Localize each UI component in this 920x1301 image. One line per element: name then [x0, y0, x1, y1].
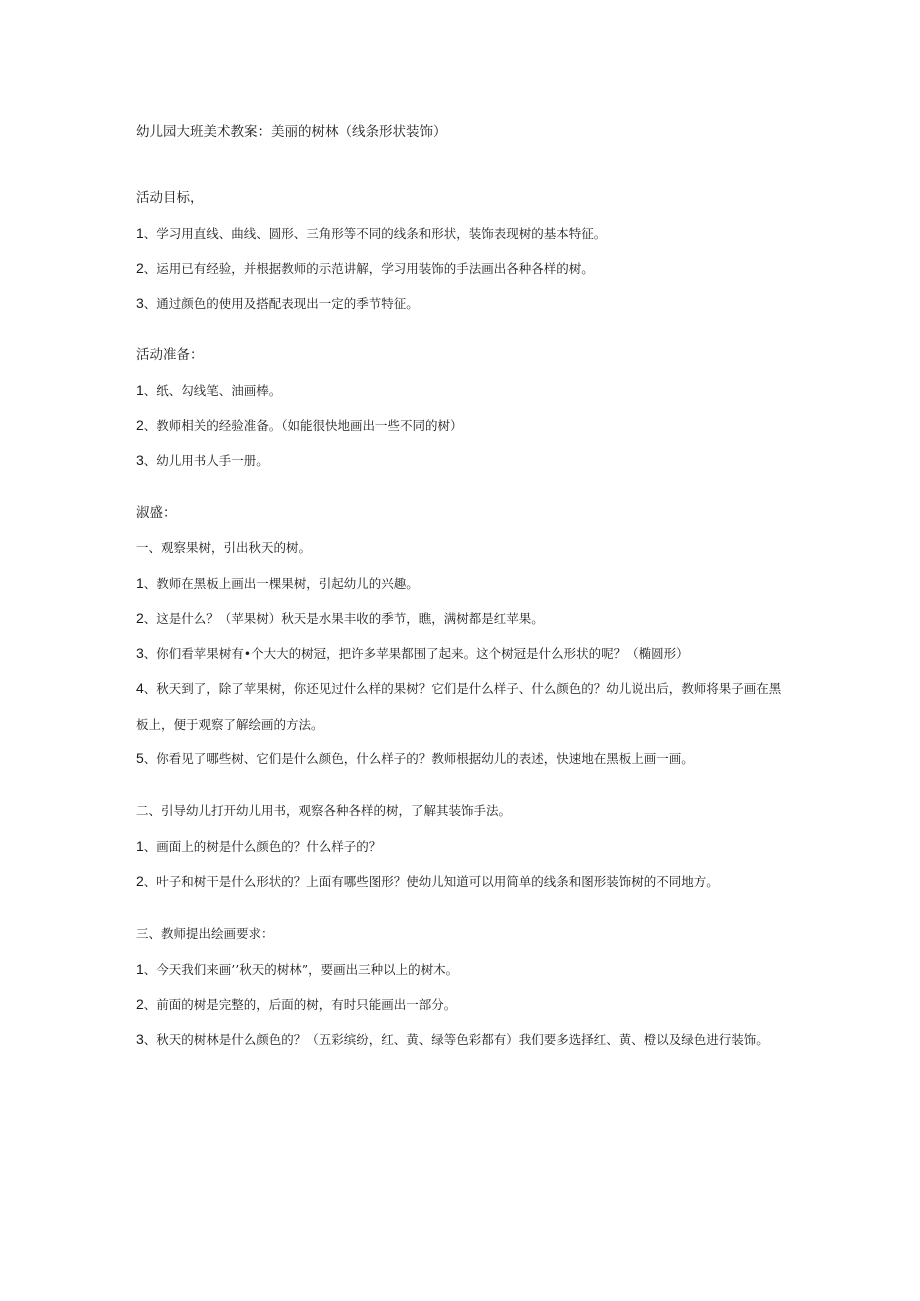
item-text: 、秋天到了，除了苹果树，你还见过什么样的果树？它们是什么样子、什么颜色的？幼儿说出后，教师将果子画在黑板上，便于观察了解绘画的方法。 [136, 681, 782, 732]
list-item [136, 575, 419, 593]
item-number: 2 [136, 417, 144, 433]
list-item [136, 417, 463, 435]
list-item [136, 295, 419, 313]
item-text: 、你看见了哪些树、它们是什么颜色，什么样子的？教师根据幼儿的表述，快速地在黑板上画一画。 [143, 751, 694, 766]
list-item [136, 961, 458, 979]
section-heading-process: 淑盛： [136, 505, 177, 521]
item-number: 3 [136, 452, 144, 468]
item-text: 、通过颜色的使用及搭配表现出一定的季节特征。 [143, 296, 419, 311]
item-text: 、教师相关的经验准备。（如能很快地画出一些不同的树） [143, 418, 463, 433]
list-item [136, 382, 281, 400]
item-text: 、学习用直线、曲线、圆形、三角形等不同的线条和形状，装饰表现树的基本特征。 [143, 226, 607, 241]
item-number: 1 [136, 382, 144, 398]
item-text: 、秋天的树林是什么颜色的？（五彩缤纷，红、黄、绿等色彩都有）我们要多选择红、黄、橙以及绿色进行装饰。 [143, 1032, 769, 1047]
part-title: 一、观察果树，引出秋天的树。 [136, 540, 312, 555]
list-item [136, 645, 689, 663]
item-number: 3 [136, 1031, 144, 1047]
item-text: 、这是什么？（苹果树）秋天是水果丰收的季节，瞧，满树都是红苹果。 [143, 611, 544, 626]
list-item [136, 225, 606, 243]
list-item [136, 1022, 786, 1058]
item-number: 2 [136, 996, 144, 1012]
list-item [136, 838, 381, 856]
item-text: 、教师在黑板上画出一棵果树，引起幼儿的兴趣。 [143, 576, 419, 591]
item-number: 1 [136, 225, 144, 241]
item-text: 、幼儿用书人手一册。 [143, 453, 269, 468]
list-item [136, 610, 544, 628]
list-item [136, 750, 694, 768]
item-number: 2 [136, 873, 144, 889]
item-number: 1 [136, 961, 144, 977]
section-heading-prep: 活动准备： [136, 347, 204, 363]
item-text: 、画面上的树是什么颜色的？什么样子的？ [143, 839, 382, 854]
part-title: 三、教师提出绘画要求： [136, 926, 274, 941]
item-number: 2 [136, 260, 144, 276]
item-text: 、你们看苹果树有•个大大的树冠，把许多苹果都围了起来。这个树冠是什么形状的呢？（椭圆形） [143, 646, 689, 661]
list-item [136, 452, 269, 470]
item-text: 、前面的树是完整的，后面的树，有时只能画出一部分。 [143, 997, 457, 1012]
list-item [136, 260, 594, 278]
list-item [136, 873, 719, 891]
item-text: 、运用已有经验，并根据教师的示范讲解，学习用装饰的手法画出各种各样的树。 [143, 261, 594, 276]
section-heading-goals: 活动目标， [136, 190, 204, 206]
list-item [136, 996, 456, 1014]
list-item [136, 671, 786, 743]
document-title: 幼儿园大班美术教案：美丽的树林（线条形状装饰） [136, 124, 447, 140]
item-text: 、今天我们来画’’秋天的树林”，要画出三种以上的树木。 [143, 962, 459, 977]
item-number: 2 [136, 610, 144, 626]
item-text: 、叶子和树干是什么形状的？上面有哪些图形？使幼儿知道可以用简单的线条和图形装饰树的不同地方。 [143, 874, 719, 889]
item-number: 1 [136, 838, 144, 854]
item-number: 3 [136, 295, 144, 311]
item-number: 5 [136, 750, 144, 766]
part-title: 二、引导幼儿打开幼儿用书，观察各种各样的树，了解其装饰手法。 [136, 803, 512, 818]
item-number: 4 [136, 680, 144, 696]
item-number: 1 [136, 575, 144, 591]
item-number: 3 [136, 645, 144, 661]
item-text: 、纸、勾线笔、油画棒。 [143, 383, 282, 398]
